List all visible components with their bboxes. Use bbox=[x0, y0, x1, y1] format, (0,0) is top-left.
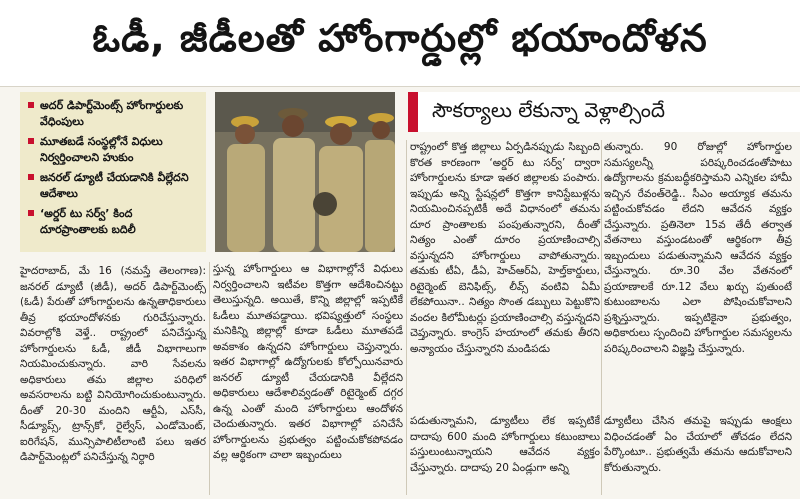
column-divider bbox=[406, 140, 407, 495]
article-column-1: హైదరాబాద్, మే 16 (నమస్తే తెలంగాణ): జనరల్ డ్యూటీ (జీడీ), అదర్ డిపార్ట్‌మెంట్స్ (ఓడీ) పేరుతో హోంగార్డులను ఉన్నతాధికారులు తీవ్ర భయాందోళనకు గురిచేస్తున్నారు. వివరాల్లోకి వెళ్తే.. రాష్ట్రంలో పనిచేస్తున్న హోంగార్డులను ఓడీ, జీడీ విభాగాలుగా నియమించుకున్నారు. వారి సేవలను అధికారులు తమ జిల్లాల పరిధిలో అవసరాలను బట్టి వినియోగించుకుంటున్నారు. దీంతో 20-30 మందిని ఆర్టీఏ, ఎస్‌సీ, సీడ్యూప్స్, ట్రాన్స్‌కో, రైల్వేస్, ఎండోమెంట్, ఐరిగేషన్, మున్సిపాలిటీలాంటి పలు ఇతర డిపార్ట్‌మెంట్లలో పనిచేస్తున్న నిర్ధారి bbox=[20, 265, 206, 464]
article-column-2: స్తున్న హోంగార్డులు ఆ విభాగాల్లోనే విధులు నిర్వర్తించాలని ఇటీవల కొత్తగా ఆదేశించినట్టు తెలుస్తున్నది. అయితే, కొన్ని జిల్లాల్లో ఇప్పటికే ఓడీలు మూతపడ్డాయి. భవిష్యత్తులో సంస్థలు మనికిన్ని జిల్లాల్లో కూడా ఓడీలు మూతపడే అవకాశం ఉన్నదని హోంగార్డులు చెప్తున్నారు. ఇతర విభాగాల్లో ఉద్యోగులకు కోల్పోయినవారు జనరల్ డ్యూటీ చేయడానికి వీల్లేదని అధికారులు ఆదేశాలివ్వడంతో రిటైర్మెంట్ దగ్గర ఉన్న ఎంతో మంది హోంగార్డులు ఆందోళన చెందుతున్నారు. ఇతర విభాగాల్లో పనిచేసే హోంగార్డులను ప్రభుత్వం పట్టించుకోకపోవడం వల్ల ఆర్థికంగా చాలా ఇబ్బందులు bbox=[213, 263, 403, 462]
subheadline: సౌకర్యాలు లేకున్నా వెళ్లాల్సిందే bbox=[408, 92, 800, 132]
column-divider bbox=[601, 140, 602, 495]
highlight-item: మూతబడే సంస్థల్లోనే విధులు నిర్వర్తించాలని హుకుం bbox=[28, 134, 200, 166]
highlight-item: జనరల్ డ్యూటీ చేయడానికి వీల్లేదని ఆదేశాలు bbox=[28, 170, 200, 202]
article-column-3: రాష్ట్రంలో కొత్త జిల్లాలు ఏర్పడినప్పుడు సిబ్బంది కొరత కారణంగా ‘అర్డర్ టు సర్వ్’ ద్వారా హోంగార్డులను కూడా ఇతర జిల్లాలకు పంపారు. ఇప్పుడు అన్ని స్టేషన్లలో కొత్తగా కానిస్టేబుళ్లను నియమించినప్పటికీ అదే విధానంలో తమను దూర ప్రాంతాలకు పంపుతున్నారని, దీంతో నిత్యం ఎంతో దూరం ప్రయాణించాల్సి వస్తున్నదని హోంగార్డులు వాపోతున్నారు. తమకు టీఏ, డీఏ, హెచ్‌ఆర్‌ఏ, హెల్త్‌కార్డులు, రిటైర్మెంట్ బెనిఫిట్స్, లీవ్స్ వంటివి ఏమీ లేకపోయినా.. నిత్యం సొంత డబ్బులు పెట్టుకొని వందల కిలోమీటర్లు ప్రయాణించాల్సి వస్తున్నదని చెప్తున్నారు. కాంగ్రెస్ హయాంలో తమకు తీరని అన్యాయం చేస్తున్నారని మండిపడు bbox=[410, 141, 600, 355]
home-guards-photo-illustration bbox=[215, 92, 395, 252]
highlights-box bbox=[20, 92, 206, 252]
article-column-4: తున్నారు. 90 రోజుల్లో హోంగార్డుల సమస్యలన్నీ పరిష్కరించడంతోపాటు ఉద్యోగాలను క్రమబద్ధీకరిస్తామని ఎన్నికల హామీ ఇచ్చిన రేవంత్‌రెడ్డి.. సీఎం అయ్యాక తమను పట్టించుకోవడం లేదని ఆవేదన వ్యక్తం చేస్తున్నారు. ప్రతినెలా 15వ తేదీ తర్వాత వేతనాలు వస్తుండటంతో ఆర్థికంగా తీవ్ర ఇబ్బందులు పడుతున్నామని ఆవేదన వ్యక్తం చేస్తున్నారు. రూ.30 వేల వేతనంలో ప్రయాణాలకే రూ.12 వేలు ఖర్చు పుతుంటే కుటుంబాలను ఎలా పోషించుకోవాలని ప్రశ్నిస్తున్నారు. ఇప్పటికైనా ప్రభుత్వం, అధికారులు స్పందించి హోంగార్డుల సమస్యలను పరిష్కరించాలని విజ్ఞప్తి చేస్తున్నారు. bbox=[604, 141, 792, 355]
highlight-item: అదర్ డిపార్ట్‌మెంట్స్ హోంగార్డులకు వేధింపులు bbox=[28, 98, 200, 130]
news-photo bbox=[215, 92, 395, 252]
highlight-item: ‘అర్డర్ టు సర్వ్’ కింద దూరప్రాంతాలకు బదిలీ bbox=[28, 206, 200, 238]
column-divider bbox=[209, 262, 210, 495]
headline: ఓడీ, జీడీలతో హోంగార్డుల్లో భయాందోళన bbox=[0, 0, 800, 87]
article-column-5: పడుతున్నామని, డ్యూటీలు లేక ఇప్పటికే దాదాపు 600 మంది హోంగార్డులు కటుంబాలు పస్తులుంటున్నాయని ఆవేదన వ్యక్తం చేస్తున్నారు. దాదాపు 20 ఏండ్లుగా అన్ని bbox=[410, 415, 600, 474]
article-column-6: డ్యూటీలు చేసిన తమపై ఇప్పుడు ఆంక్షలు విధించడంతో ఏం చేయాలో తోచడం లేదని పేర్కొంటూ.. ప్రభుత్వమే తమను ఆదుకోవాలని కోరుతున్నారు. bbox=[604, 415, 792, 474]
